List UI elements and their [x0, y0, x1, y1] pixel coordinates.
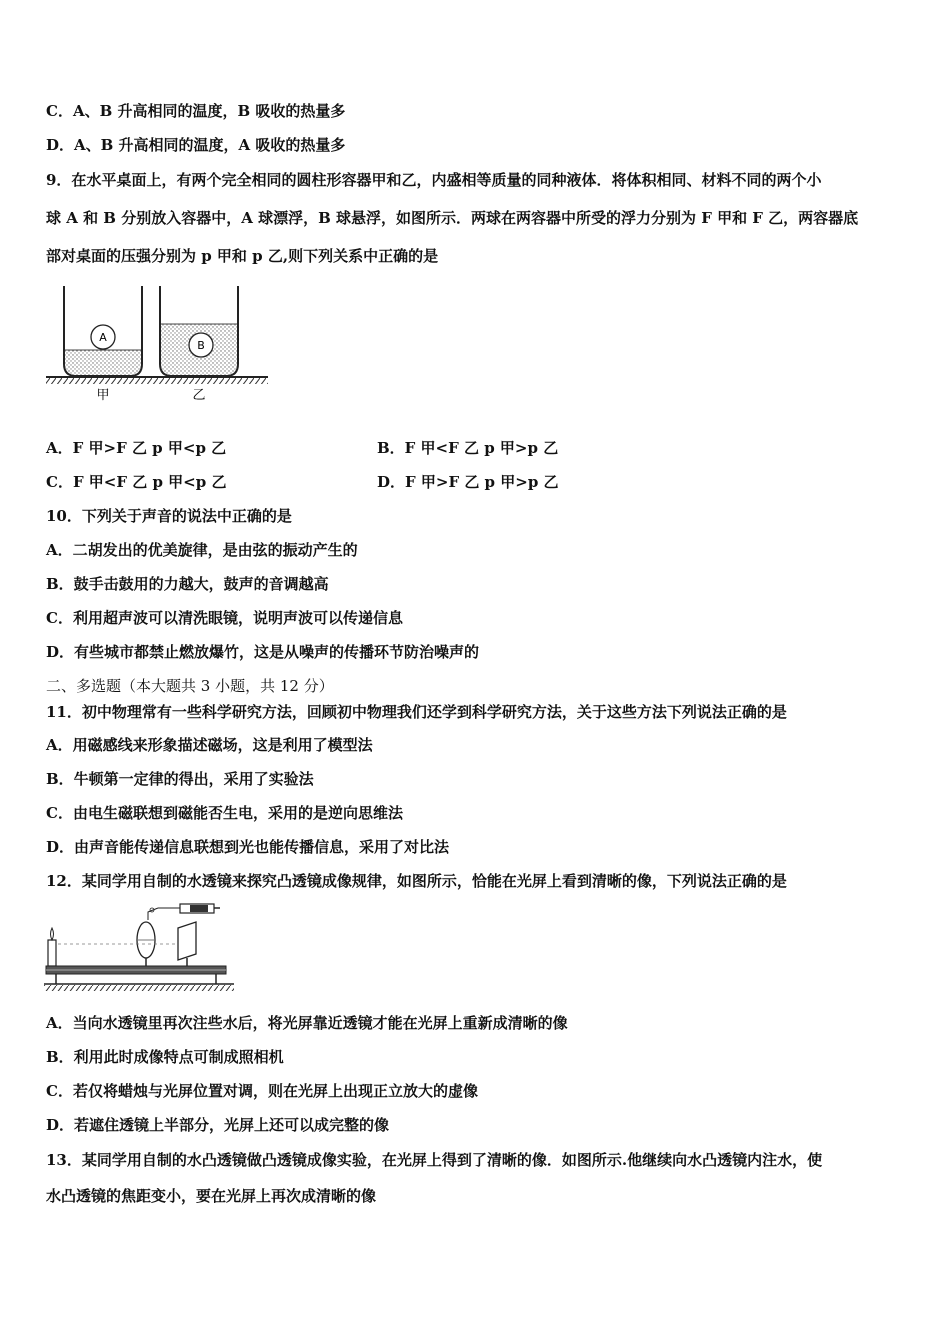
q12-option-c: C．若仅将蜡烛与光屏位置对调，则在光屏上出现正立放大的虚像: [46, 1082, 478, 1100]
q11-option-b: B．牛顿第一定律的得出，采用了实验法: [46, 770, 314, 788]
q12-option-b: B．利用此时成像特点可制成照相机: [46, 1048, 284, 1066]
liquid-jia: [64, 350, 142, 376]
section-2-heading: 二、多选题（本大题共 3 小题，共 12 分）: [46, 677, 334, 695]
q10-option-c: C．利用超声波可以清洗眼镜，说明声波可以传递信息: [46, 609, 403, 627]
q12-option-d: D．若遮住透镜上半部分，光屏上还可以成完整的像: [46, 1116, 390, 1134]
q11-option-d: D．由声音能传递信息联想到光也能传播信息，采用了对比法: [46, 838, 450, 856]
q9-option-a: A．F 甲>F 乙 p 甲<p 乙: [46, 439, 227, 457]
candle: [48, 940, 56, 966]
q8-option-c: C．A、B 升高相同的温度，B 吸收的热量多: [46, 102, 346, 120]
q9-option-c: C．F 甲<F 乙 p 甲<p 乙: [46, 473, 227, 491]
light-screen: [178, 922, 196, 960]
q12-text: 12．某同学用自制的水透镜来探究凸透镜成像规律，如图所示，恰能在光屏上看到清晰的像，下列说法正确的是: [46, 872, 787, 890]
ball-b-label: B: [197, 339, 205, 352]
q12-option-a: A．当向水透镜里再次注些水后，将光屏靠近透镜才能在光屏上重新成清晰的像: [46, 1014, 568, 1032]
tube-bend: [148, 908, 158, 920]
q10-text: 10．下列关于声音的说法中正确的是: [46, 507, 292, 525]
q10-option-b: B．鼓手击鼓用的力越大，鼓声的音调越高: [46, 575, 329, 593]
q12-figure-optical-bench: [44, 898, 236, 994]
ball-a-label: A: [99, 331, 107, 344]
table-hatch: [46, 378, 268, 384]
q11-option-a: A．用磁感线来形象描述磁场，这是利用了模型法: [46, 736, 373, 754]
label-yi: 乙: [192, 388, 206, 403]
table-hatch-2: [44, 985, 234, 991]
q8-option-d: D．A、B 升高相同的温度，A 吸收的热量多: [46, 136, 346, 154]
q9-text-line-2: 球 A 和 B 分别放入容器中，A 球漂浮，B 球悬浮，如图所示．两球在两容器中所受的浮力分别为 F 甲和 F 乙，两容器底: [46, 209, 859, 227]
candle-flame: [51, 928, 54, 940]
syringe-plunger: [190, 905, 208, 912]
label-jia: 甲: [96, 388, 110, 403]
q13-text-line-1: 13．某同学用自制的水凸透镜做凸透镜成像实验，在光屏上得到了清晰的像．如图所示.他继续向水凸透镜内注水，使: [46, 1151, 823, 1169]
q9-text-line-3: 部对桌面的压强分别为 p 甲和 p 乙,则下列关系中正确的是: [46, 247, 439, 265]
q11-option-c: C．由电生磁联想到磁能否生电，采用的是逆向思维法: [46, 804, 403, 822]
q11-text: 11．初中物理常有一些科学研究方法，回顾初中物理我们还学到科学研究方法，关于这些方法下列说法正确的是: [46, 703, 787, 721]
q10-option-d: D．有些城市都禁止燃放爆竹，这是从噪声的传播环节防治噪声的: [46, 643, 480, 661]
q9-text-line-1: 9．在水平桌面上，有两个完全相同的圆柱形容器甲和乙，内盛相等质量的同种液体．将体积相同、材料不同的两个小: [46, 171, 822, 189]
q9-option-b: B．F 甲<F 乙 p 甲>p 乙: [377, 439, 559, 457]
q10-option-a: A．二胡发出的优美旋律，是由弦的振动产生的: [46, 541, 358, 559]
q9-figure-containers: [44, 282, 284, 404]
q9-option-d: D．F 甲>F 乙 p 甲>p 乙: [377, 473, 559, 491]
q13-text-line-2: 水凸透镜的焦距变小，要在光屏上再次成清晰的像: [46, 1187, 377, 1205]
